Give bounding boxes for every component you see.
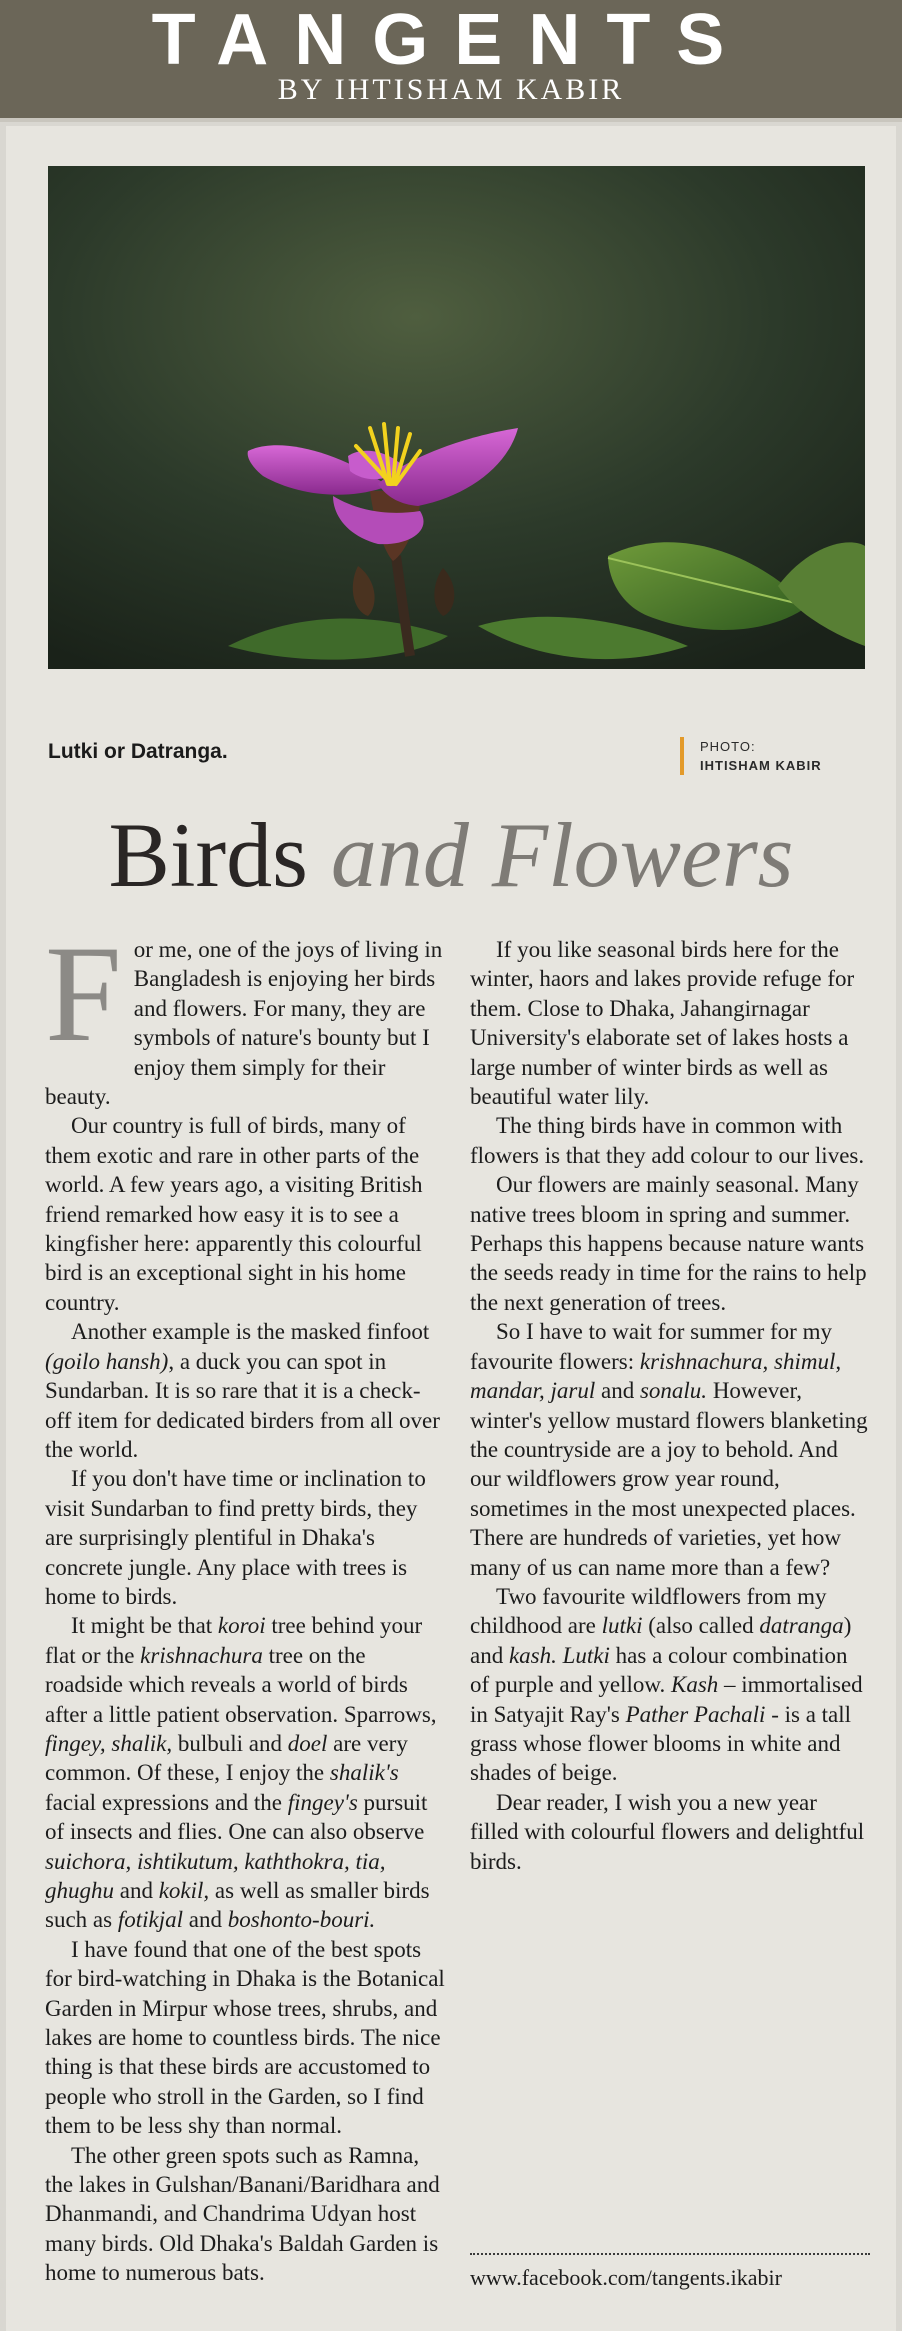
article-headline	[0, 800, 902, 910]
photo-caption: Lutki or Datranga.	[48, 740, 228, 763]
headline-italic: and Flowers	[330, 804, 794, 906]
paragraph-1-text: or me, one of the joys of living in Bangladesh is enjoying her birds and flowers. For many, they are symbols of nature's bounty but I enjoy them simply for their beauty.	[45, 937, 443, 1110]
masthead	[0, 0, 902, 122]
headline-main: Birds	[108, 804, 308, 906]
photo-credit	[680, 737, 822, 775]
lutki-flower-illustration	[48, 166, 865, 669]
column-title: TANGENTS	[151, 0, 751, 80]
paragraph-7: The other green spots such as Ramna, the lakes in Gulshan/Banani/Baridhara and Dhanmandi, and Chandrima Udyan host many birds. Old Dhaka's Baldah Garden is home to numerous bats.	[45, 2142, 440, 2286]
paragraph-4: If you don't have time or inclination to visit Sundarban to find pretty birds, they are surprisingly plentiful in Dhaka's concrete jungle. Any place with trees is home to birds.	[45, 1466, 426, 1609]
drop-cap: F	[45, 917, 122, 1070]
article-column-left	[45, 917, 445, 2288]
paragraph-3: Another example is the masked finfoot (goilo hansh), a duck you can spot in Sundarban. It is so rare that it is a check-off item for dedicated birders from all over the world.	[45, 1319, 440, 1462]
footer-divider	[470, 2253, 870, 2255]
paragraph-2: Our country is full of birds, many of them exotic and rare in other parts of the world. A few years ago, a visiting British friend remarked how easy it is to see a kingfisher here: apparently this colourful bird is an exceptional sight in his home country.	[45, 1113, 423, 1315]
paragraph-8: If you like seasonal birds here for the winter, haors and lakes provide refuge for them. Close to Dhaka, Jahangirnagar University's elaborate set of lakes hosts a large number of winter birds as well as beautiful water lily.	[470, 937, 855, 1110]
paragraph-5: It might be that koroi tree behind your flat or the krishnachura tree on the roadside which reveals a world of birds after a little patient observation. Sparrows, fingey, shalik, bulbuli and doel are very common. Of these, I enjoy the shalik's facial expressions and the fingey's pursuit of insects and flies. One can also observe suichora, ishtikutum, kaththokra, tia, ghughu and kokil, as well as smaller birds such as fotikjal and boshonto-bouri.	[45, 1613, 437, 1933]
facebook-link[interactable]: www.facebook.com/tangents.ikabir	[470, 2265, 782, 2290]
paragraph-12: Two favourite wildflowers from my childhood are lutki (also called datranga) and kash. Lutki has a colour combination of purple and yellow. Kash – immortalised in Satyajit Ray's Pather Pachali - is a tall grass whose flower blooms in white and shades of beige.	[470, 1583, 863, 1786]
paragraph-11: So I have to wait for summer for my favourite flowers: krishnachura, shimul, mandar, jarul and sonalu. However, winter's yellow mustard flowers blanketing the countryside are a joy to behold. And our wildflowers grow year round, sometimes in the most unexpected places. There are hundreds of varieties, yet how many of us can name more than a few?	[470, 1319, 868, 1580]
photo-credit-label: PHOTO:	[700, 739, 756, 754]
flower-photo	[48, 166, 865, 669]
paragraph-10: Our flowers are mainly seasonal. Many native trees bloom in spring and summer. Perhaps this happens because nature wants the seeds ready in time for the rains to help the next generation of trees.	[470, 1172, 867, 1315]
article-column-right	[470, 935, 870, 1876]
photo-credit-name: IHTISHAM KABIR	[700, 758, 822, 773]
byline: BY IHTISHAM KABIR	[277, 73, 625, 106]
paragraph-13: Dear reader, I wish you a new year filled with colourful flowers and delightful birds.	[470, 1789, 865, 1874]
paragraph-6: I have found that one of the best spots for bird-watching in Dhaka is the Botanical Garden in Mirpur whose trees, shrubs, and lakes are home to countless birds. The nice thing is that these birds are accustomed to people who stroll in the Garden, so I find them to be less shy than normal.	[45, 1936, 445, 2139]
paragraph-1	[45, 917, 445, 1111]
paragraph-9: The thing birds have in common with flowers is that they add colour to our lives.	[470, 1113, 865, 1168]
